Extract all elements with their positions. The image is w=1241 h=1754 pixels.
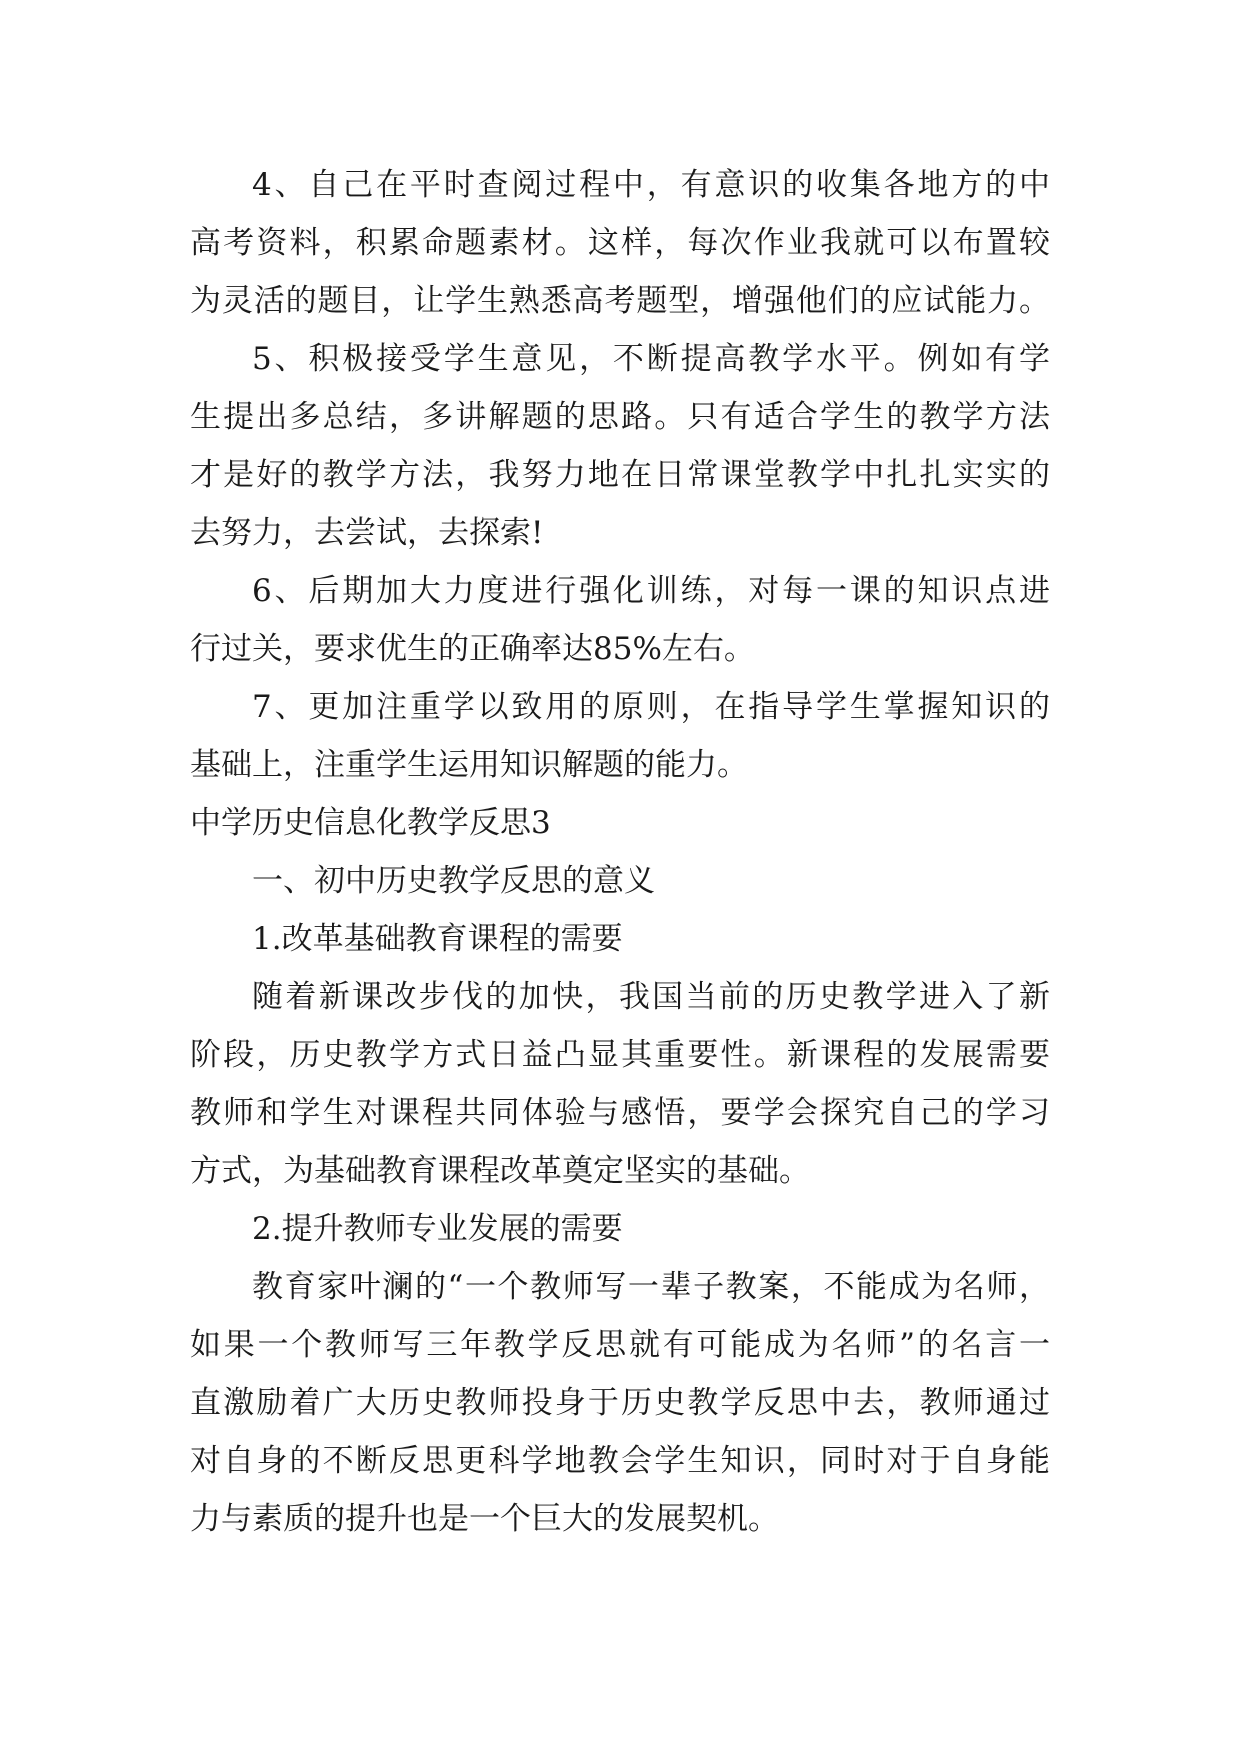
item-5-line-1: 5、积极接受学生意见，不断提高教学水平。例如有学 [252, 341, 1050, 377]
item-6-line-2: 行过关，要求优生的正确率达85%左右。 [190, 631, 755, 667]
item-5-line-3: 才是好的教学方法，我努力地在日常课堂教学中扎扎实实的 [190, 457, 1050, 493]
item-7-line-1: 7、更加注重学以致用的原则，在指导学生掌握知识的 [252, 689, 1050, 725]
item-5-line-2: 生提出多总结，多讲解题的思路。只有适合学生的教学方法 [190, 399, 1050, 435]
para-2-line-5: 力与素质的提升也是一个巨大的发展契机。 [190, 1501, 779, 1537]
heading-significance: 一、初中历史教学反思的意义 [252, 863, 655, 899]
para-1-line-4: 方式，为基础教育课程改革奠定坚实的基础。 [190, 1153, 810, 1189]
item-4-line-1: 4、自己在平时查阅过程中，有意识的收集各地方的中 [252, 167, 1050, 203]
item-4-line-2: 高考资料，积累命题素材。这样，每次作业我就可以布置较 [190, 225, 1050, 261]
para-2-line-1: 教育家叶澜的“一个教师写一辈子教案，不能成为名师， [252, 1269, 1050, 1305]
section-title: 中学历史信息化教学反思3 [190, 805, 551, 841]
item-6-line-1: 6、后期加大力度进行强化训练，对每一课的知识点进 [252, 573, 1050, 609]
item-5-line-4: 去努力，去尝试，去探索! [190, 515, 544, 551]
item-7-line-2: 基础上，注重学生运用知识解题的能力。 [190, 747, 748, 783]
para-1-line-3: 教师和学生对课程共同体验与感悟，要学会探究自己的学习 [190, 1095, 1050, 1131]
para-1-line-2: 阶段，历史教学方式日益凸显其重要性。新课程的发展需要 [190, 1037, 1050, 1073]
item-4-line-3: 为灵活的题目，让学生熟悉高考题型，增强他们的应试能力。 [190, 283, 1050, 319]
para-2-line-2: 如果一个教师写三年教学反思就有可能成为名师”的名言一 [190, 1327, 1050, 1363]
subheading-teacher-development: 2.提升教师专业发展的需要 [252, 1211, 623, 1247]
subheading-curriculum-reform: 1.改革基础教育课程的需要 [252, 921, 623, 957]
para-1-line-1: 随着新课改步伐的加快，我国当前的历史教学进入了新 [252, 979, 1050, 1015]
para-2-line-4: 对自身的不断反思更科学地教会学生知识，同时对于自身能 [190, 1443, 1050, 1479]
para-2-line-3: 直激励着广大历史教师投身于历史教学反思中去，教师通过 [190, 1385, 1050, 1421]
